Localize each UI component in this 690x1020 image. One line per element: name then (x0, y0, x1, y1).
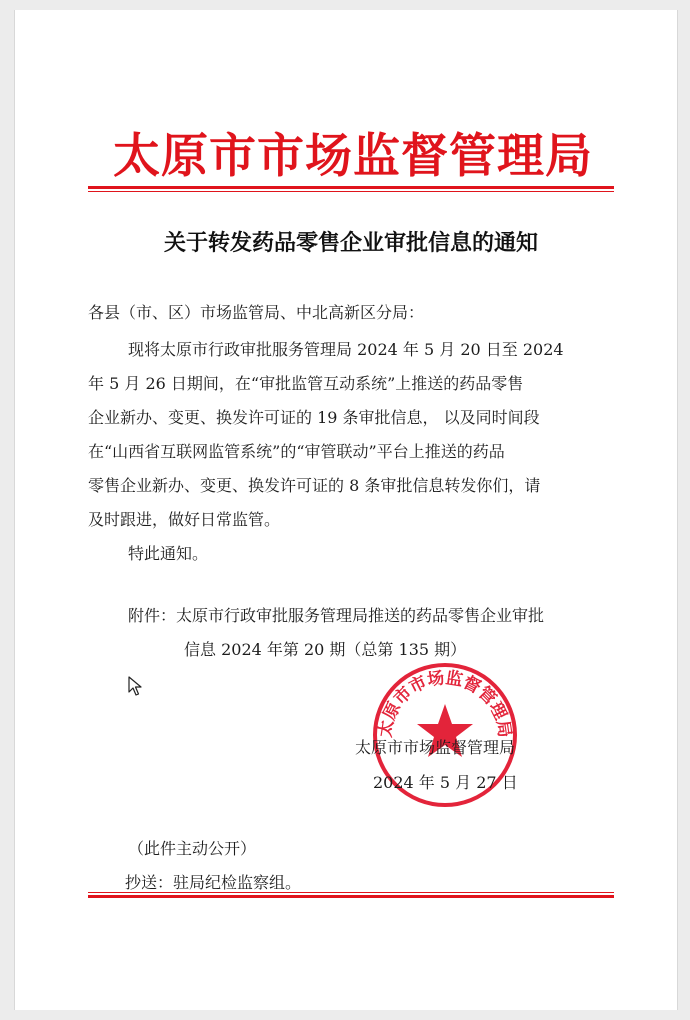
header-red-rule-thin (88, 191, 614, 192)
attachment-line-continued: 信息 2024 年第 20 期（总第 135 期） (184, 640, 467, 659)
cc-line: 抄送：驻局纪检监察组。 (125, 873, 302, 892)
closing-line: 特此通知。 (128, 544, 209, 563)
footer-red-rule-thin (88, 892, 614, 893)
seal-text: 太原市市场监督管理局 (375, 668, 515, 739)
mouse-pointer-icon (128, 676, 144, 698)
body-line: 年 5 月 26 日期间，在“审批监管互动系统”上推送的药品零售 (88, 374, 524, 393)
body-line: 零售企业新办、变更、换发许可证的 8 条审批信息转发你们，请 (88, 476, 541, 495)
recipient-line: 各县（市、区）市场监管局、中北高新区分局： (88, 303, 425, 322)
body-line: 及时跟进，做好日常监管。 (88, 510, 281, 529)
body-line: 在“山西省互联网监管系统”的“审管联动”平台上推送的药品 (88, 442, 505, 461)
attachment-line: 附件：太原市行政审批服务管理局推送的药品零售企业审批 (128, 606, 545, 625)
body-line: 现将太原市行政审批服务管理局 2024 年 5 月 20 日至 2024 (128, 340, 564, 359)
issuing-authority-header: 太原市市场监督管理局 (113, 129, 593, 184)
signature-date: 2024 年 5 月 27 日 (373, 773, 518, 792)
header-red-rule (88, 186, 614, 189)
body-line: 企业新办、变更、换发许可证的 19 条审批信息， 以及同时间段 (88, 408, 540, 427)
disclosure-note: （此件主动公开） (128, 839, 257, 858)
document-title: 关于转发药品零售企业审批信息的通知 (163, 230, 538, 256)
signature-organization: 太原市市场监督管理局 (355, 738, 516, 757)
footer-red-rule (88, 895, 614, 898)
